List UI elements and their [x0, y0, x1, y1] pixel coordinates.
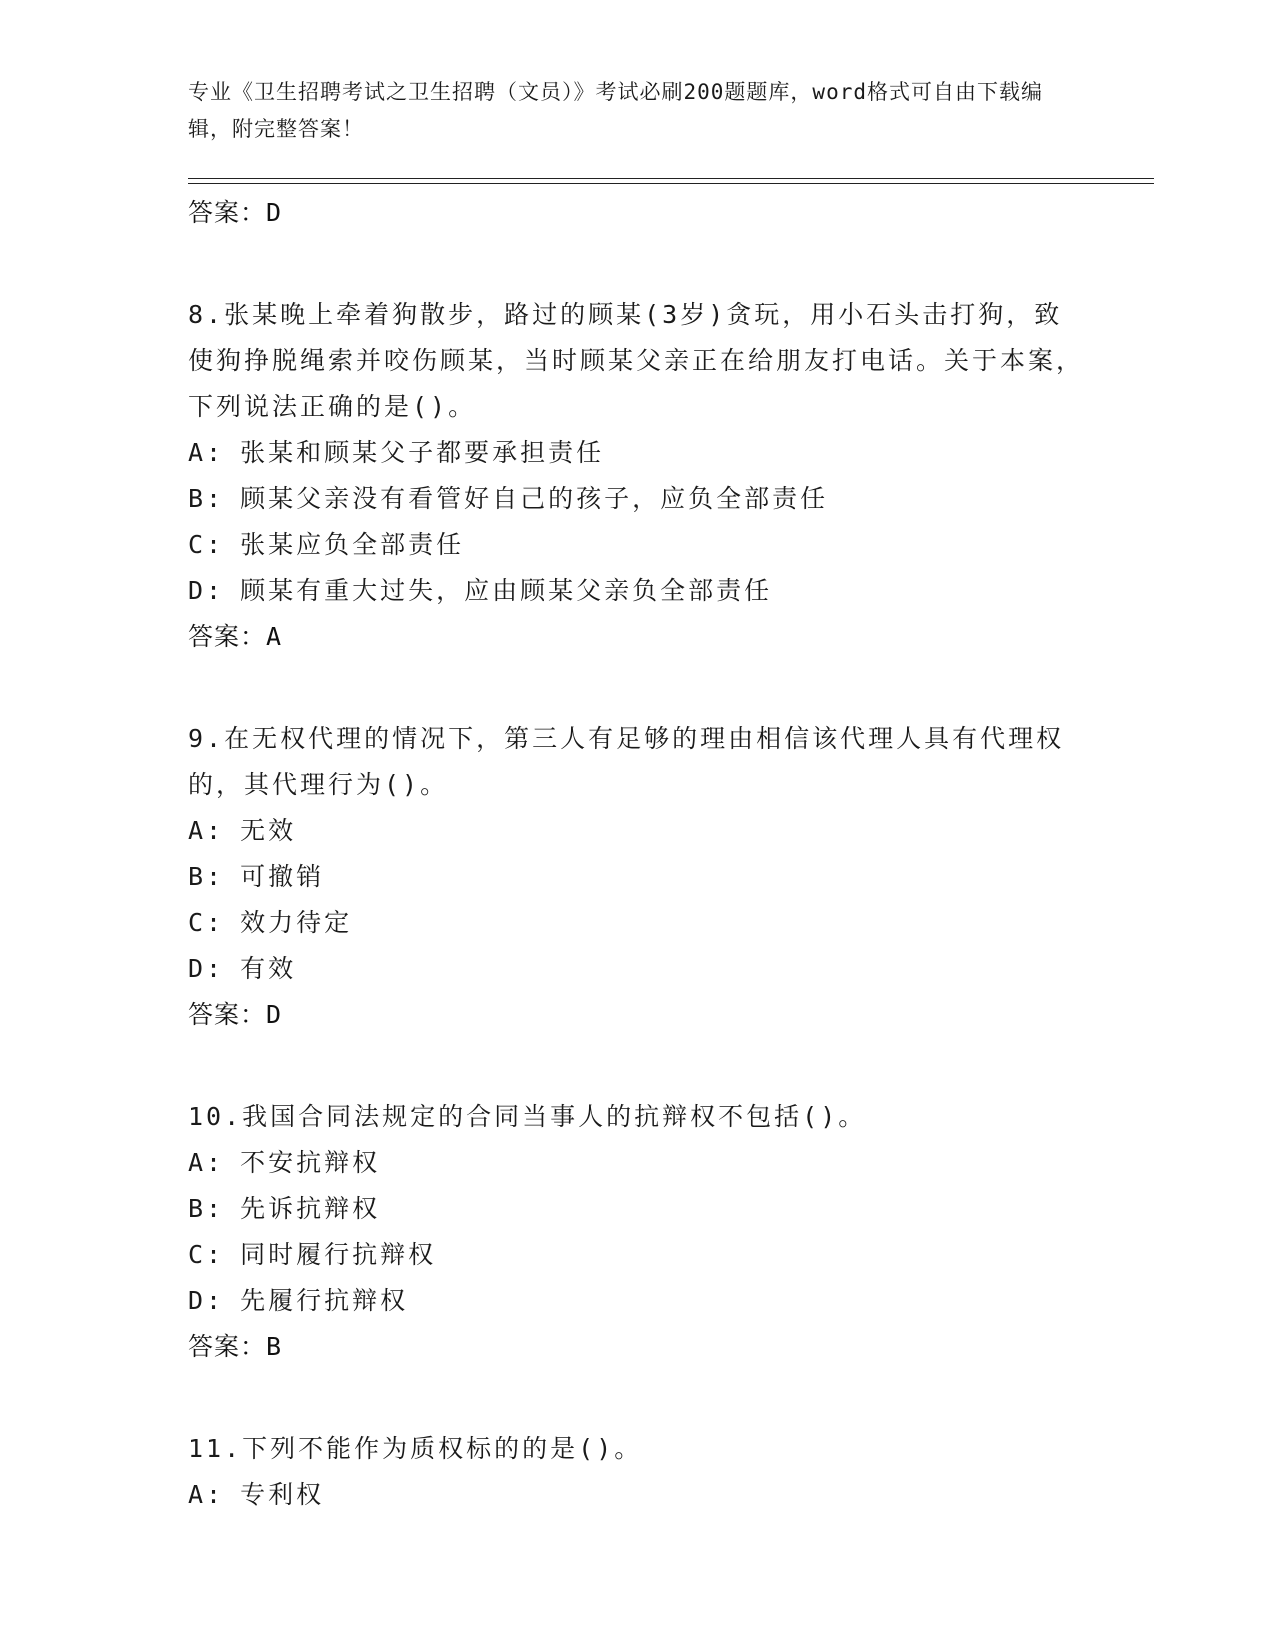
- option-d: [188, 946, 1088, 992]
- question-text: 9.在无权代理的情况下，第三人有足够的理由相信该代理人具有代理权的，其代理行为()。: [188, 724, 1065, 799]
- option-text: 张某和顾某父子都要承担责任: [240, 438, 605, 467]
- option-text: 效力待定: [240, 908, 353, 937]
- answer-line: [188, 1324, 1088, 1370]
- option-c: [188, 1232, 1088, 1278]
- option-letter: C:: [188, 530, 225, 559]
- answer-label: 答案：: [188, 1000, 267, 1029]
- option-letter: A:: [188, 816, 225, 845]
- option-letter: B:: [188, 484, 225, 513]
- option-text: 专利权: [240, 1480, 325, 1509]
- question-text: 10.我国合同法规定的合同当事人的抗辩权不包括()。: [188, 1102, 867, 1131]
- option-b: [188, 476, 1088, 522]
- question-block: [188, 1094, 1088, 1370]
- option-text: 无效: [240, 816, 297, 845]
- option-letter: A:: [188, 1480, 225, 1509]
- option-d: [188, 1278, 1088, 1324]
- answer-label: 答案：: [188, 1332, 267, 1361]
- option-c: [188, 522, 1088, 568]
- option-letter: A:: [188, 1148, 225, 1177]
- question-block: [188, 1426, 1088, 1518]
- option-text: 顾某父亲没有看管好自己的孩子，应负全部责任: [240, 484, 829, 513]
- answer-label: 答案：: [188, 198, 267, 227]
- answer-label: 答案：: [188, 622, 267, 651]
- question-text: 8.张某晚上牵着狗散步，路过的顾某(3岁)贪玩，用小石头击打狗，致使狗挣脱绳索并咬伤顾某，当时顾某父亲正在给朋友打电话。关于本案，下列说法正确的是()。: [188, 300, 1085, 421]
- answer-line: [188, 190, 1088, 236]
- option-a: [188, 1472, 1088, 1518]
- option-d: [188, 568, 1088, 614]
- option-letter: D:: [188, 1286, 225, 1315]
- document-body: [188, 190, 1088, 1518]
- option-text: 可撤销: [240, 862, 325, 891]
- option-b: [188, 1186, 1088, 1232]
- answer-value: D: [266, 198, 283, 227]
- header-title: 专业《卫生招聘考试之卫生招聘（文员）》考试必刷200题题库，word格式可自由下载编辑，附完整答案！: [188, 80, 1043, 141]
- option-text: 有效: [240, 954, 297, 983]
- option-text: 顾某有重大过失，应由顾某父亲负全部责任: [240, 576, 773, 605]
- answer-value: A: [266, 622, 283, 651]
- answer-value: B: [266, 1332, 283, 1361]
- answer-line: [188, 614, 1088, 660]
- option-text: 先履行抗辩权: [240, 1286, 409, 1315]
- option-letter: C:: [188, 908, 225, 937]
- option-letter: A:: [188, 438, 225, 467]
- option-a: [188, 808, 1088, 854]
- document-header: [188, 74, 1068, 148]
- option-text: 同时履行抗辩权: [240, 1240, 437, 1269]
- option-letter: C:: [188, 1240, 225, 1269]
- option-letter: D:: [188, 576, 225, 605]
- answer-value: D: [266, 1000, 283, 1029]
- option-text: 张某应负全部责任: [240, 530, 465, 559]
- option-a: [188, 1140, 1088, 1186]
- option-letter: D:: [188, 954, 225, 983]
- option-text: 先诉抗辩权: [240, 1194, 381, 1223]
- option-a: [188, 430, 1088, 476]
- option-letter: B:: [188, 1194, 225, 1223]
- option-letter: B:: [188, 862, 225, 891]
- question-text: 11.下列不能作为质权标的的是()。: [188, 1434, 643, 1463]
- question-block: [188, 292, 1088, 660]
- answer-line: [188, 992, 1088, 1038]
- option-b: [188, 854, 1088, 900]
- question-block: [188, 716, 1088, 1038]
- header-divider: [188, 178, 1154, 184]
- option-text: 不安抗辩权: [240, 1148, 381, 1177]
- option-c: [188, 900, 1088, 946]
